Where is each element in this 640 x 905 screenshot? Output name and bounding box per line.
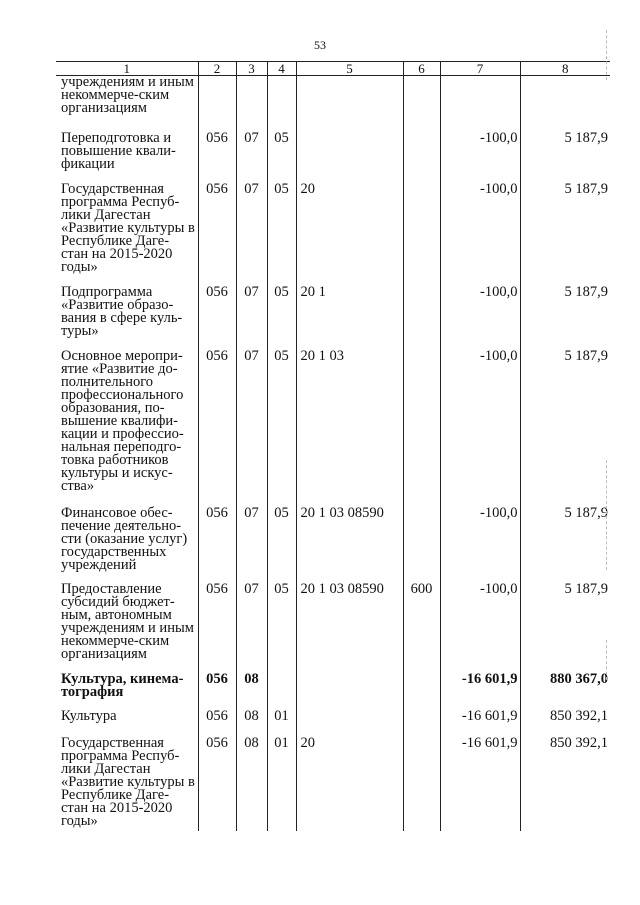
row-total-amount: 850 392,1 [520,706,610,731]
table-row [56,577,610,667]
row-total-amount: 5 187,9 [520,501,610,577]
row-subsection: 05 [267,501,296,577]
row-expense-type [403,280,440,344]
header-cell: 1 [56,62,198,76]
row-change-amount: -100,0 [440,280,520,344]
row-expense-type [403,731,440,831]
page-number: 53 [314,38,326,52]
scan-artifact-line [606,30,607,80]
row-target-article: 20 1 03 08590 [296,501,403,577]
header-cell: 6 [403,62,440,76]
row-subsection: 01 [267,706,296,731]
table-row [56,731,610,831]
row-change-amount: -16 601,9 [440,667,520,706]
scan-artifact-line [606,460,607,570]
header-cell: 3 [236,62,267,76]
row-name: Финансовое обес-печение деятельно-сти (оказание услуг) государственных учреждений [61,504,188,573]
row-target-article: 20 1 03 [296,344,403,501]
header-cell: 7 [440,62,520,76]
row-section: 07 [236,501,267,577]
row-target-article [296,706,403,731]
table-row [56,706,610,731]
row-target-article: 20 [296,177,403,280]
row-section: 07 [236,126,267,177]
table-row [56,280,610,344]
row-total-amount [520,76,610,126]
row-subsection: 05 [267,126,296,177]
row-ministry-code: 056 [198,667,236,706]
row-ministry-code: 056 [198,577,236,667]
row-ministry-code: 056 [198,177,236,280]
row-name: Подпрограмма «Развитие образо-вания в сфере куль-туры» [61,283,183,339]
row-target-article [296,76,403,126]
row-name: Культура, кинема-тография [61,670,184,700]
row-section: 08 [236,667,267,706]
row-target-article: 20 1 [296,280,403,344]
header-cell: 5 [296,62,403,76]
row-total-amount: 850 392,1 [520,731,610,831]
row-subsection [267,76,296,126]
row-expense-type [403,76,440,126]
row-subsection [267,667,296,706]
row-ministry-code: 056 [198,280,236,344]
row-name: Государственная программа Респуб-лики Дагестан «Развитие культуры в Республике Даге-стан на 2015-2020 годы» [61,734,195,829]
row-change-amount: -100,0 [440,577,520,667]
table-row [56,344,610,501]
row-expense-type [403,126,440,177]
row-expense-type [403,667,440,706]
row-name: Государственная программа Респуб-лики Дагестан «Развитие культуры в Республике Даге-стан на 2015-2020 годы» [61,180,195,275]
row-ministry-code: 056 [198,344,236,501]
scan-artifact-line [606,640,607,680]
row-section [236,76,267,126]
row-total-amount: 5 187,9 [520,577,610,667]
table-body [56,76,610,831]
row-target-article [296,126,403,177]
row-ministry-code: 056 [198,126,236,177]
row-total-amount: 5 187,9 [520,280,610,344]
header-cell: 2 [198,62,236,76]
row-section: 08 [236,706,267,731]
row-section: 07 [236,577,267,667]
table-row [56,177,610,280]
row-name: Культура [61,707,117,724]
row-change-amount: -16 601,9 [440,731,520,831]
row-total-amount: 5 187,9 [520,126,610,177]
row-target-article: 20 1 03 08590 [296,577,403,667]
row-subsection: 05 [267,344,296,501]
table-row [56,667,610,706]
row-subsection: 01 [267,731,296,831]
row-name: Основное меропри-ятие «Развитие до-полнительного профессионального образования, по-вышение квалифи-кации и профессио-нальная переподго-товка работников культуры и искус-ства» [61,347,184,494]
row-subsection: 05 [267,280,296,344]
row-section: 07 [236,177,267,280]
row-change-amount: -100,0 [440,501,520,577]
header-cell: 8 [520,62,610,76]
table-row [56,126,610,177]
row-expense-type: 600 [403,577,440,667]
row-subsection: 05 [267,577,296,667]
row-expense-type [403,344,440,501]
row-ministry-code: 056 [198,731,236,831]
table-row [56,501,610,577]
row-subsection: 05 [267,177,296,280]
row-section: 07 [236,280,267,344]
row-change-amount: -100,0 [440,177,520,280]
row-change-amount: -16 601,9 [440,706,520,731]
row-section: 07 [236,344,267,501]
row-name: учреждениям и иным некоммерче-ским организациям [61,74,194,116]
table-row [56,76,610,126]
budget-table [56,61,610,831]
row-change-amount [440,76,520,126]
header-cell: 4 [267,62,296,76]
row-ministry-code: 056 [198,706,236,731]
row-total-amount: 5 187,9 [520,177,610,280]
row-target-article [296,667,403,706]
row-section: 08 [236,731,267,831]
row-ministry-code: 056 [198,501,236,577]
row-target-article: 20 [296,731,403,831]
row-ministry-code [198,76,236,126]
row-total-amount: 880 367,0 [520,667,610,706]
row-change-amount: -100,0 [440,344,520,501]
row-change-amount: -100,0 [440,126,520,177]
row-expense-type [403,177,440,280]
row-expense-type [403,706,440,731]
row-total-amount: 5 187,9 [520,344,610,501]
row-name: Предоставление субсидий бюджет-ным, автономным учреждениям и иным некоммерче-ским организациям [61,580,194,662]
row-name: Переподготовка и повышение квали-фикации [61,129,176,172]
row-expense-type [403,501,440,577]
